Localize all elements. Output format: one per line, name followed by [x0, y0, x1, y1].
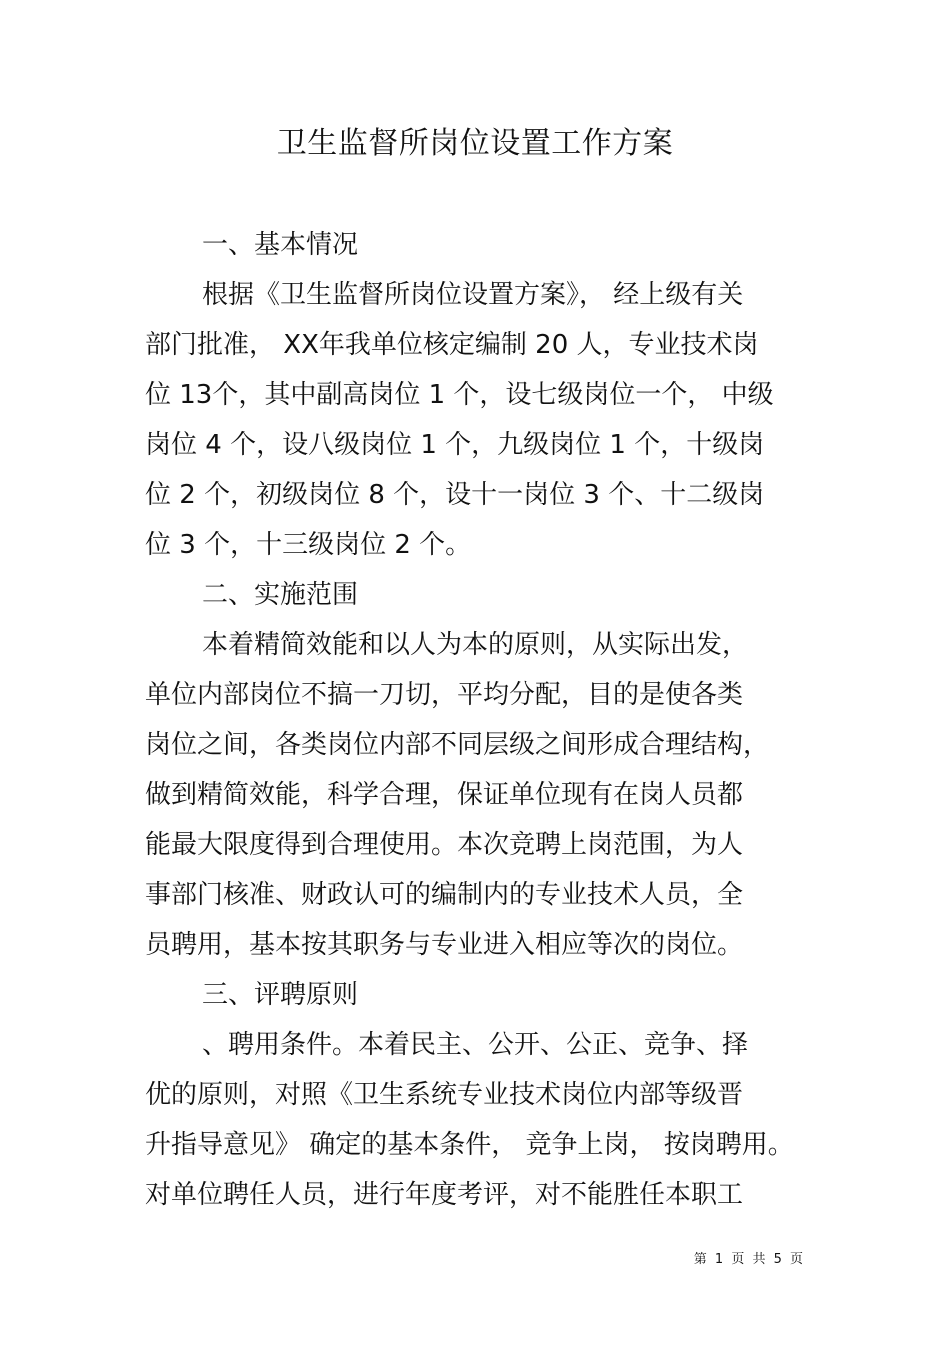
paragraph-line: 员聘用，基本按其职务与专业进入相应等次的岗位。 — [145, 930, 744, 960]
paragraph-line: 位 3 个，十三级岗位 2 个。 — [145, 530, 472, 560]
paragraph-line: 事部门核准、财政认可的编制内的专业技术人员，全 — [145, 880, 744, 910]
paragraph-line: 单位内部岗位不搞一刀切，平均分配，目的是使各类 — [145, 680, 744, 710]
paragraph-line: 岗位之间，各类岗位内部不同层级之间形成合理结构， — [145, 730, 770, 760]
document-title: 卫生监督所岗位设置工作方案 — [276, 126, 674, 161]
section-heading: 一、基本情况 — [202, 230, 359, 260]
paragraph-line: 部门批准， XX年我单位核定编制 20 人，专业技术岗 — [145, 330, 759, 360]
page-number-footer: 第 1 页 共 5 页 — [693, 1252, 805, 1267]
paragraph-line: 升指导意见》 确定的基本条件， 竞争上岗， 按岗聘用。 — [145, 1130, 794, 1160]
paragraph-line: 、聘用条件。本着民主、公开、公正、竞争、择 — [202, 1030, 749, 1060]
paragraph-line: 位 2 个，初级岗位 8 个，设十一岗位 3 个、十二级岗 — [145, 480, 765, 510]
paragraph-line: 做到精简效能，科学合理，保证单位现有在岗人员都 — [145, 780, 744, 810]
paragraph-line: 能最大限度得到合理使用。本次竞聘上岗范围，为人 — [145, 830, 744, 860]
paragraph-line: 优的原则，对照《卫生系统专业技术岗位内部等级晋 — [145, 1080, 744, 1110]
section-heading: 二、实施范围 — [202, 580, 359, 610]
section-heading: 三、评聘原则 — [202, 980, 359, 1010]
paragraph-line: 位 13个，其中副高岗位 1 个，设七级岗位一个， 中级 — [145, 380, 774, 410]
paragraph-line: 对单位聘任人员，进行年度考评，对不能胜任本职工 — [145, 1180, 744, 1210]
paragraph-line: 岗位 4 个，设八级岗位 1 个，九级岗位 1 个，十级岗 — [145, 430, 765, 460]
paragraph-line: 根据《卫生监督所岗位设置方案》， 经上级有关 — [202, 280, 744, 310]
paragraph-line: 本着精简效能和以人为本的原则，从实际出发， — [202, 630, 749, 660]
document-body — [145, 220, 810, 1220]
